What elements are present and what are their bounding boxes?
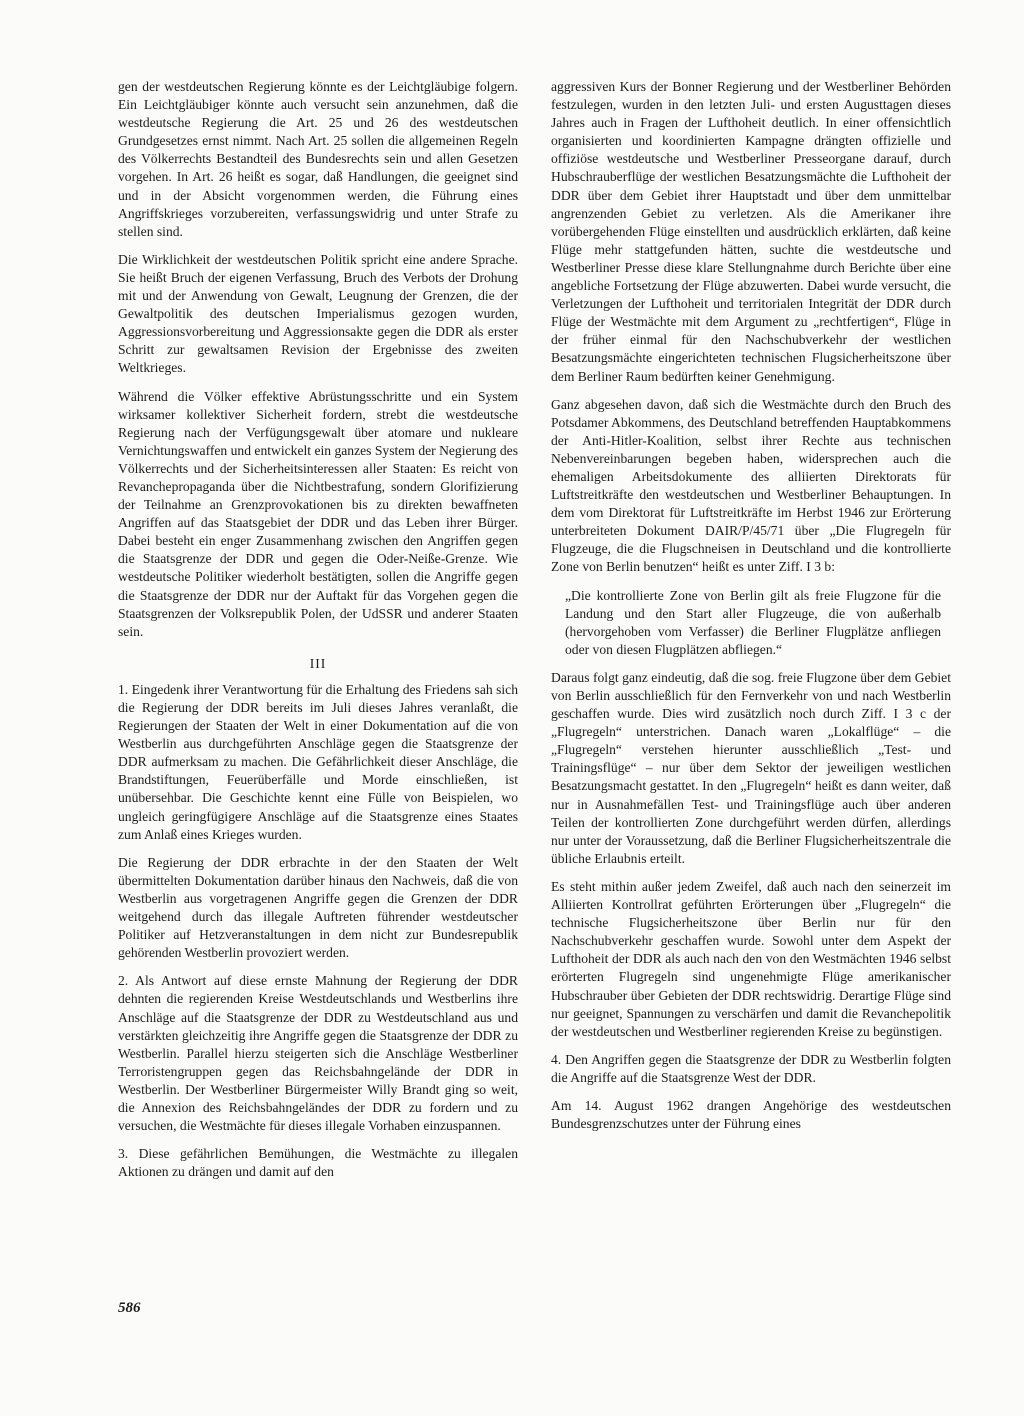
block-quote: „Die kontrollierte Zone von Berlin gilt als freie Flugzone für die Landung und den Start aller Flugzeuge, die von außerhalb (hervorgehoben vom Verfasser) die Berliner Flugplätze anfliegen oder von diesen Flugplätzen abfliegen.“ [565,587,941,657]
paragraph: Es steht mithin außer jedem Zweifel, daß auch nach den seinerzeit im Alliierten Kontrollrat geführten Erörterungen über „Flugregeln“ die technische Flugsicherheitszone über Berlin nur für den Nachschubverkehr geschaffen wurde. Sowohl unter dem Aspekt der Lufthoheit der DDR als auch nach den von den Westmächten 1946 selbst erörterten Flugregeln sind ungenehmigte Flüge amerikanischer Hubschrauber über Gebieten der DDR rechtswidrig. Derartige Flüge sind nur geeignet, Spannungen zu verschärfen und damit die Revanchepolitik der westdeutschen und Westberliner regierenden Kreise zu begünstigen. [551,878,951,1039]
paragraph: Während die Völker effektive Abrüstungsschritte und ein System wirksamer kollektiver Sicherheit fordern, strebt die westdeutsche Regierung nach der Verfügungsgewalt über atomare und nukleare Vernichtungswaffen und entwickelt ein ganzes System der Negierung des Völkerrechts und der Sicherheitsinteressen aller Staaten: Es reicht von Revanchepropaganda über die Nichtbestrafung, sondern Glorifizierung der Teilnahme an Grenzprovokationen bis zu direkten bewaffneten Angriffen auf das Staatsgebiet der DDR und das Leben ihrer Bürger. Dabei besteht ein enger Zusammenhang zwischen den Angriffen gegen die Staatsgrenze der DDR und gegen die Oder-Neiße-Grenze. Wie westdeutsche Politiker wiederholt bestätigten, sollen die Angriffe gegen die Staatsgrenze der DDR nur der Auftakt für das Vorgehen gegen die Staatsgrenzen der Volksrepublik Polen, der UdSSR und anderer Staaten sein. [118,388,518,639]
right-column [551,78,951,1143]
paragraph: Daraus folgt ganz eindeutig, daß die sog. freie Flugzone über dem Gebiet von Berlin ausschließlich für den Fernverkehr von und nach Westberlin geschaffen wurde. Dies wird zusätzlich noch durch Ziff. I 3 c der „Flugregeln“ unterstrichen. Danach waren „Lokalflüge“ – die „Flugregeln“ verstehen hierunter ausschließlich „Test- und Trainingsflüge“ – nur über dem Sektor der jeweiligen westlichen Besatzungsmacht gestattet. In den „Flugregeln“ heißt es dann weiter, daß nur in Ausnahmefällen Test- und Trainingsflüge auch über anderen Teilen der kontrollierten Zone durchgeführt werden dürfen, allerdings nur unter der Voraussetzung, daß die Berliner Flugsicherheitszentrale die übliche Erlaubnis erteilt. [551,669,951,866]
paragraph: 2. Als Antwort auf diese ernste Mahnung der Regierung der DDR dehnten die regierenden Kreise Westdeutschlands und Westberlins ihre Anschläge auf die Staatsgrenze der DDR zu Westdeutschland aus und verstärkten gleichzeitig ihre Angriffe gegen die Staatsgrenze der DDR zu Westberlin. Parallel hierzu steigerten sich die Anschläge Westberliner Terroristengruppen gegen das Reichsbahngelände der DDR in Westberlin. Der Westberliner Bürgermeister Willy Brandt ging so weit, die Annexion des Reichsbahngeländes der DDR zu fordern und zu versuchen, die Westmächte für dieses illegale Vorhaben einzuspannen. [118,973,518,1134]
paragraph: Am 14. August 1962 drangen Angehörige des westdeutschen Bundesgrenzschutzes unter der Führung eines [551,1097,951,1132]
paragraph: Die Wirklichkeit der westdeutschen Politik spricht eine andere Sprache. Sie heißt Bruch der eigenen Verfassung, Bruch des Verbots der Drohung mit und der Anwendung von Gewalt, Leugnung der Grenzen, die der Gewaltpolitik des deutschen Imperialismus gezogen wurden, Aggressionsvorbereitung und Aggressionsakte gegen die DDR als erster Schritt zur gewaltsamen Revision der Ergebnisse des zweiten Weltkrieges. [118,251,518,376]
section-heading: III [309,655,327,671]
paragraph: 4. Den Angriffen gegen die Staatsgrenze der DDR zu Westberlin folgten die Angriffe auf die Staatsgrenze West der DDR. [551,1051,951,1085]
paragraph: 3. Diese gefährlichen Bemühungen, die Westmächte zu illegalen Aktionen zu drängen und damit auf den [118,1146,518,1180]
paragraph: Die Regierung der DDR erbrachte in der den Staaten der Welt übermittelten Dokumentation darüber hinaus den Nachweis, daß die von Westberlin aus vorgetragenen Angriffe gegen die Grenzen der DDR weitgehend durch das illegale Auftreten führender westdeutscher Politiker auf Hetzveranstaltungen in dem nicht zur Bundesrepublik gehörenden Westberlin provoziert werden. [118,854,518,961]
left-column [118,78,518,1191]
paragraph: 1. Eingedenk ihrer Verantwortung für die Erhaltung des Friedens sah sich die Regierung der DDR bereits im Juli dieses Jahres veranlaßt, die Regierungen der Staaten der Welt in einer Dokumentation auf die von Westberlin aus durchgeführten Anschläge gegen die Staatsgrenze der DDR aufmerksam zu machen. Die Gefährlichkeit dieser Anschläge, die Brandstiftungen, Feuerüberfälle und Morde einschließen, ist unübersehbar. Die Geschichte kennt eine Fülle von Beispielen, wo ungleich geringfügigere Anschläge auf die Staatsgrenze eines Staates zum Anlaß eines Krieges wurden. [118,681,518,842]
paragraph: Ganz abgesehen davon, daß sich die Westmächte durch den Bruch des Potsdamer Abkommens, des Deutschland betreffenden Hauptabkommens der Anti-Hitler-Koalition, selbst ihrer Rechte aus technischen Nebenvereinbarungen begeben haben, widersprechen auch die ehemaligen Arbeitsdokumente des alliierten Direktorats für Luftstreitkräfte den westdeutschen und Westberliner Behauptungen. In dem vom Direktorat für Luftstreitkräfte im Herbst 1946 zur Erörterung unterbreiteten Dokument DAIR/P/45/71 über „Die Flugregeln für Flugzeuge, die die Flugschneisen in Deutschland und die kontrollierte Zone von Berlin benutzen“ heißt es unter Ziff. I 3 b: [551,396,951,575]
page-number: 586 [118,1300,141,1316]
paragraph: gen der westdeutschen Regierung könnte es der Leichtgläubige folgern. Ein Leichtgläubiger könnte auch versucht sein anzunehmen, daß die westdeutsche Regierung die Art. 25 und 26 des westdeutschen Grundgesetzes ernst nimmt. Nach Art. 25 sollen die allgemeinen Regeln des Völkerrechts Bestandteil des Bundesrechts sein und allen Gesetzen vorgehen. In Art. 26 heißt es sogar, daß Handlungen, die geeignet sind und in der Absicht vorgenommen werden, die Führung eines Angriffskrieges vorzubereiten, verfassungswidrig und unter Strafe zu stellen sind. [118,79,518,239]
paragraph: aggressiven Kurs der Bonner Regierung und der Westberliner Behörden festzulegen, wurden in den letzten Juli- und ersten Augusttagen dieses Jahres auch in Fragen der Lufthoheit deutlich. In einer offensichtlich organisierten und koordinierten Kampagne drängten offizielle und offiziöse westdeutsche und Westberliner Presseorgane darauf, durch Hubschrauberflüge der westlichen Besatzungsmächte die Lufthoheit der DDR über dem Gebiet ihrer Hauptstadt und über dem unmittelbar angrenzenden Gebiet zu verletzen. Als die Amerikaner ihre vorübergehenden Flüge einstellten und ausdrücklich erklärten, daß keine Flüge mehr stattgefunden hätten, suchte die westdeutsche und Westberliner Presse diese klare Stellungnahme durch Berichte über eine angebliche Fortsetzung der Flüge abzuwerten. Dabei wurde versucht, die Verletzungen der Lufthoheit und territorialen Integrität der DDR durch Flüge der Westmächte mit dem Argument zu „rechtfertigen“, Flüge in der früher einmal für den Nachschubverkehr der westlichen Besatzungsmächte eingerichteten technischen Flugsicherheitszone über dem Berliner Raum bedürften keiner Genehmigung. [551,79,951,384]
